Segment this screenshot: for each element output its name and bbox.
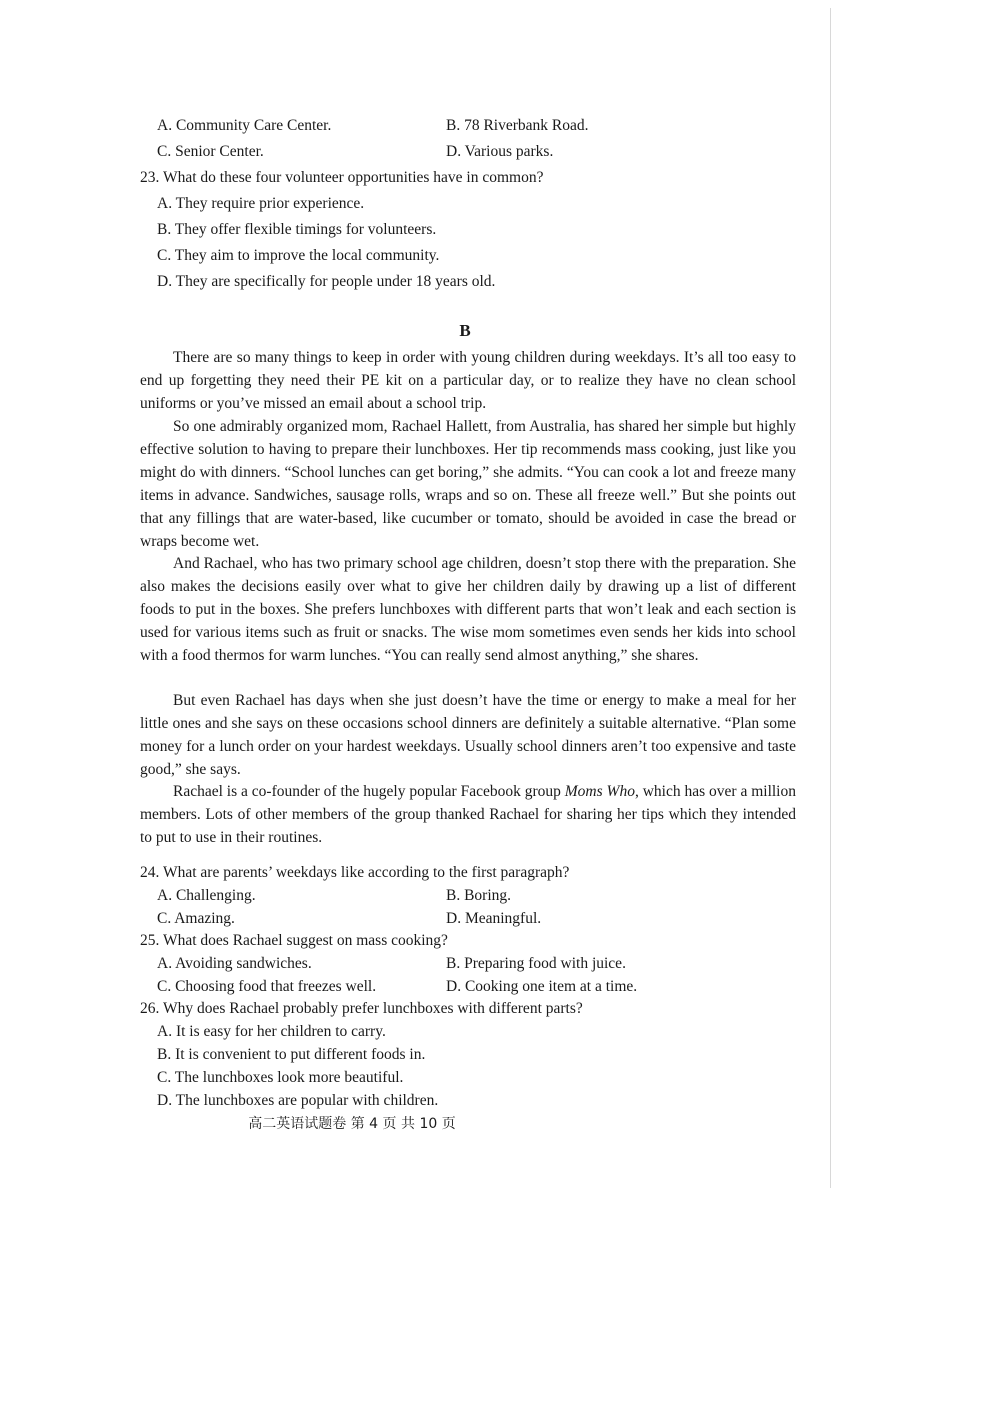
q26-option-c: C. The lunchboxes look more beautiful. [157, 1069, 404, 1086]
q25-option-a: A. Avoiding sandwiches. [157, 955, 312, 972]
group-name: Moms Who [564, 783, 635, 800]
q22-option-d: D. Various parks. [446, 143, 554, 160]
q22-option-a: A. Community Care Center. [157, 117, 332, 134]
q24-stem: 24. What are parents’ weekdays like according to the first paragraph? [140, 864, 570, 881]
q23-option-d: D. They are specifically for people under 18 years old. [157, 273, 496, 290]
q22-option-b: B. 78 Riverbank Road. [446, 117, 589, 134]
q26-option-a: A. It is easy for her children to carry. [157, 1023, 386, 1040]
q23-option-c: C. They aim to improve the local community. [157, 247, 440, 264]
passage-paragraph-2: So one admirably organized mom, Rachael Hallett, from Australia, has shared her simple but highly effective solution to having to prepare their lunchboxes. Her tip recommends mass cooking, just like you might do with dinners. “School lunches can get boring,” she admits. “You can cook a lot and freeze many items in advance. Sandwiches, sausage rolls, wraps and so on. These all freeze well.” But she points out that any fillings that are water-based, like cucumber or tomato, should be avoided in case the bread or wraps become wet. [140, 418, 796, 550]
q23-option-a: A. They require prior experience. [157, 195, 365, 212]
paragraph-5-text-end: , which has over a million members. Lots of other members of the group thanked Rachael for sharing her tips which they intended to put to use in their routines. [140, 783, 796, 846]
q24-option-d: D. Meaningful. [446, 910, 542, 927]
page-footer: 高二英语试题卷 第 4 页 共 10 页 [248, 1116, 456, 1132]
passage-paragraph-1: There are so many things to keep in order with young children during weekdays. It’s all too easy to end up forgetting they need their PE kit on a particular day, or to realize they have no clean school uniforms or you’ve missed an email about a school trip. [140, 349, 796, 412]
passage-paragraph-5 [140, 781, 796, 850]
passage-paragraph-4: But even Rachael has days when she just doesn’t have the time or energy to make a meal for her little ones and she says on these occasions school dinners are definitely a suitable alternative. “Plan some money for a lunch order on your hardest weekdays. Usually school dinners aren’t too expensive and taste good,” she says. [140, 692, 796, 778]
q23-stem: 23. What do these four volunteer opportunities have in common? [140, 169, 544, 186]
q26-stem: 26. Why does Rachael probably prefer lunchboxes with different parts? [140, 1000, 583, 1017]
q25-option-d: D. Cooking one item at a time. [446, 978, 638, 995]
paragraph-5-text-start: Rachael is a co-founder of the hugely popular Facebook group [173, 783, 565, 800]
passage-paragraph-3: And Rachael, who has two primary school age children, doesn’t stop there with the preparation. She also makes the decisions easily over what to give her children daily by drawing up a list of different foods to put in the boxes. She prefers lunchboxes with different parts that won’t leak and each section is used for various items such as fruit or snacks. The wise mom sometimes even sends her kids into school with a food thermos for warm lunches. “You can really send almost anything,” she shares. [140, 555, 796, 664]
q24-option-b: B. Boring. [446, 887, 512, 904]
q24-option-c: C. Amazing. [157, 910, 235, 927]
q26-option-d: D. The lunchboxes are popular with children. [157, 1092, 439, 1109]
q26-option-b: B. It is convenient to put different foods in. [157, 1046, 426, 1063]
q23-option-b: B. They offer flexible timings for volunteers. [157, 221, 437, 238]
q25-option-c: C. Choosing food that freezes well. [157, 978, 377, 995]
q25-option-b: B. Preparing food with juice. [446, 955, 626, 972]
q24-option-a: A. Challenging. [157, 887, 256, 904]
page-edge-line [830, 8, 831, 1188]
q22-option-c: C. Senior Center. [157, 143, 264, 160]
q25-stem: 25. What does Rachael suggest on mass cooking? [140, 932, 448, 949]
section-title: B [459, 321, 471, 340]
